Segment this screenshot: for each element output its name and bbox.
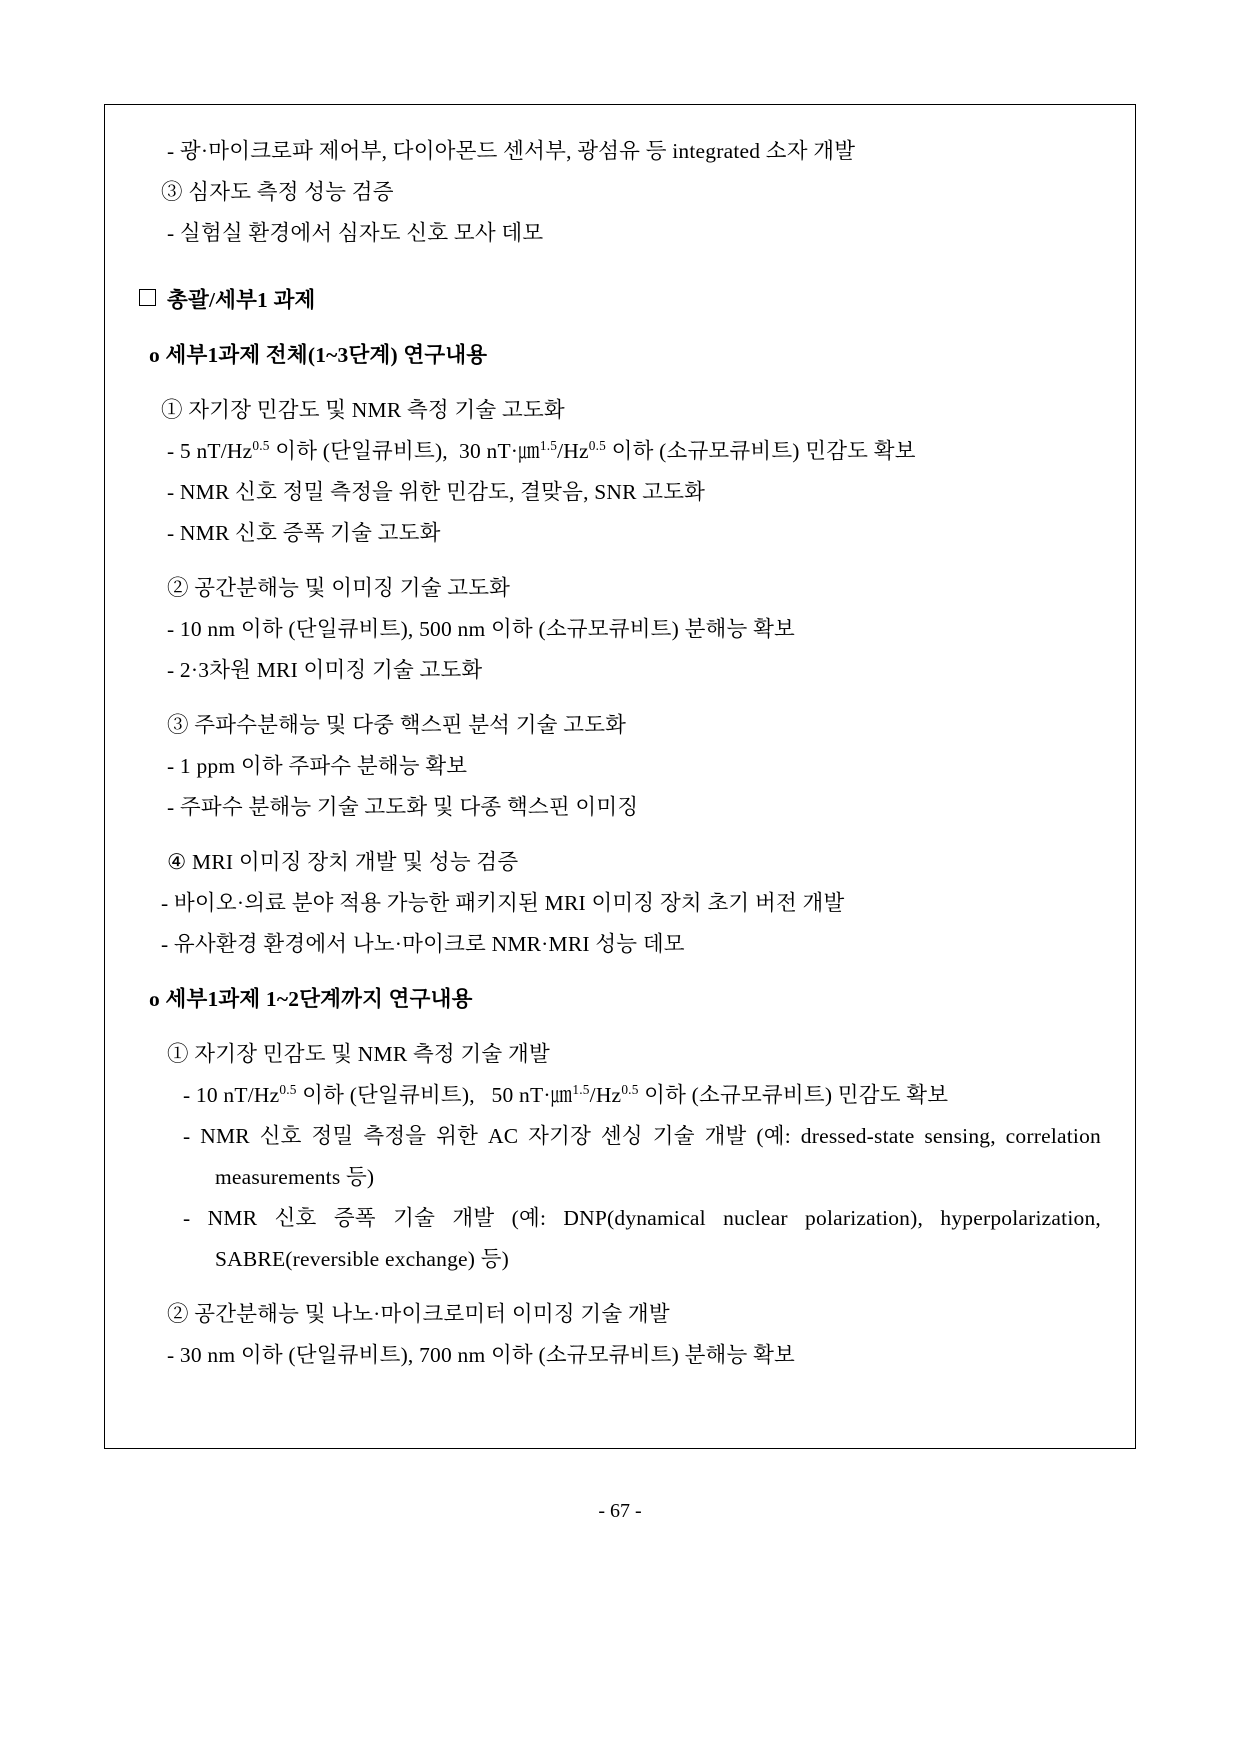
section-heading: [139, 280, 1101, 321]
body-line: ③ 심자도 측정 성능 검증: [161, 180, 394, 204]
subsection-heading: o 세부1과제 전체(1~3단계) 연구내용: [149, 343, 488, 367]
spacer: [139, 376, 1101, 390]
body-line: ① 자기장 민감도 및 NMR 측정 기술 고도화: [161, 398, 565, 422]
body-line: - 유사환경 환경에서 나노·마이크로 NMR·MRI 성능 데모: [161, 932, 685, 956]
body-line: - 2·3차원 MRI 이미징 기술 고도화: [167, 658, 483, 682]
body-line: ② 공간분해능 및 이미징 기술 고도화: [167, 576, 511, 600]
body-line: - NMR 신호 정밀 측정을 위한 민감도, 결맞음, SNR 고도화: [167, 480, 706, 504]
page-content-frame: [104, 104, 1136, 1449]
body-line: - 10 $nT/Hz^{0.5}$ 이하 (단일큐비트), 50 $nT\cdot㎛^{1.5}/Hz^{0.5}$ 이하 (소규모큐비트) 민감도 확보: [183, 1081, 949, 1107]
body-line: - 바이오·의료 분야 적용 가능한 패키지된 MRI 이미징 장치 초기 버전 개발: [161, 891, 845, 915]
body-line: - NMR 신호 증폭 기술 고도화: [167, 521, 441, 545]
body-line: ① 자기장 민감도 및 NMR 측정 기술 개발: [167, 1042, 550, 1066]
body-line: ② 공간분해능 및 나노·마이크로미터 이미징 기술 개발: [167, 1302, 670, 1326]
page-number: - 67 -: [598, 1500, 642, 1522]
spacer: [139, 321, 1101, 335]
body-line: - 10 nm 이하 (단일큐비트), 500 nm 이하 (소규모큐비트) 분해능 확보: [167, 617, 796, 641]
subsection-heading: o 세부1과제 1~2단계까지 연구내용: [149, 987, 473, 1011]
body-line: - 광·마이크로파 제어부, 다이아몬드 센서부, 광섬유 등 integrated 소자 개발: [167, 139, 856, 163]
spacer: [139, 554, 1101, 568]
body-line: - 1 ppm 이하 주파수 분해능 확보: [167, 754, 468, 778]
spacer: [139, 254, 1101, 280]
body-line: - 실험실 환경에서 심자도 신호 모사 데모: [167, 221, 544, 245]
section-heading-label: 총괄/세부1 과제: [167, 288, 316, 312]
spacer: [139, 1020, 1101, 1034]
body-line: ③ 주파수분해능 및 다중 핵스핀 분석 기술 고도화: [167, 713, 627, 737]
spacer: [139, 965, 1101, 979]
body-line: - 5 $nT/Hz^{0.5}$ 이하 (단일큐비트), 30 $nT\cdot㎛^{1.5}/Hz^{0.5}$ 이하 (소규모큐비트) 민감도 확보: [167, 437, 916, 463]
spacer: [139, 828, 1101, 842]
body-line: ④ MRI 이미징 장치 개발 및 성능 검증: [167, 850, 519, 874]
body-line: - 주파수 분해능 기술 고도화 및 다종 핵스핀 이미징: [167, 795, 639, 819]
spacer: [139, 691, 1101, 705]
spacer: [139, 1280, 1101, 1294]
body-line: - 30 nm 이하 (단일큐비트), 700 nm 이하 (소규모큐비트) 분해능 확보: [167, 1343, 796, 1367]
body-line: - NMR 신호 정밀 측정을 위한 AC 자기장 센싱 기술 개발 (예: dressed-state sensing, correlation measurements 등): [183, 1124, 1101, 1189]
square-bullet-icon: [139, 289, 156, 306]
body-line: - NMR 신호 증폭 기술 개발 (예: DNP(dynamical nuclear polarization), hyperpolarization, SABRE(reversible exchange) 등): [183, 1206, 1101, 1271]
